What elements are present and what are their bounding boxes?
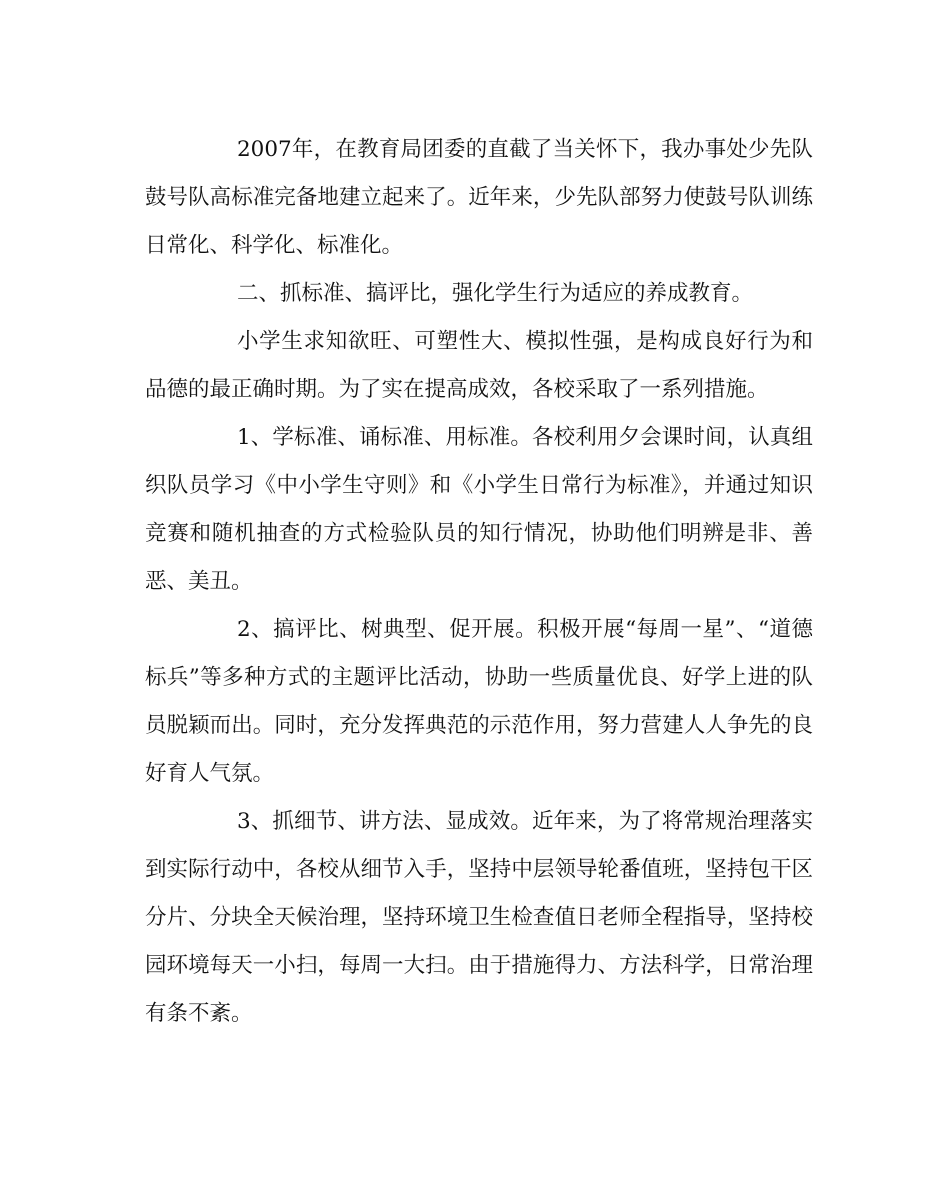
paragraph-drum-team: 2007年，在教育局团委的直截了当关怀下，我办事处少先队鼓号队高标准完备地建立起来了。近年来，少先队部努力使鼓号队训练日常化、科学化、标准化。 bbox=[145, 137, 813, 258]
section-heading-two: 二、抓标准、搞评比，强化学生行为适应的养成教育。 bbox=[237, 281, 754, 306]
document-body bbox=[145, 126, 813, 1038]
paragraph-item-3: 3、抓细节、讲方法、显成效。近年来，为了将常规治理落实到实际行动中，各校从细节入手，坚持中层领导轮番值班，坚持包干区分片、分块全天候治理，坚持环境卫生检查值日老师全程指导，坚持校园环境每天一小扫，每周一大扫。由于措施得力、方法科学，日常治理有条不紊。 bbox=[145, 809, 813, 1026]
paragraph-item-2: 2、搞评比、树典型、促开展。积极开展“每周一星”、“道德标兵”等多种方式的主题评比活动，协助一些质量优良、好学上进的队员脱颖而出。同时，充分发挥典范的示范作用，努力营建人人争先的良好育人气氛。 bbox=[145, 617, 813, 786]
paragraph-pupils: 小学生求知欲旺、可塑性大、模拟性强，是构成良好行为和品德的最正确时期。为了实在提高成效，各校采取了一系列措施。 bbox=[145, 329, 813, 402]
paragraph-item-1: 1、学标准、诵标准、用标准。各校利用夕会课时间，认真组织队员学习《中小学生守则》和《小学生日常行为标准》，并通过知识竞赛和随机抽查的方式检验队员的知行情况，协助他们明辨是非、善恶、美丑。 bbox=[145, 425, 813, 594]
